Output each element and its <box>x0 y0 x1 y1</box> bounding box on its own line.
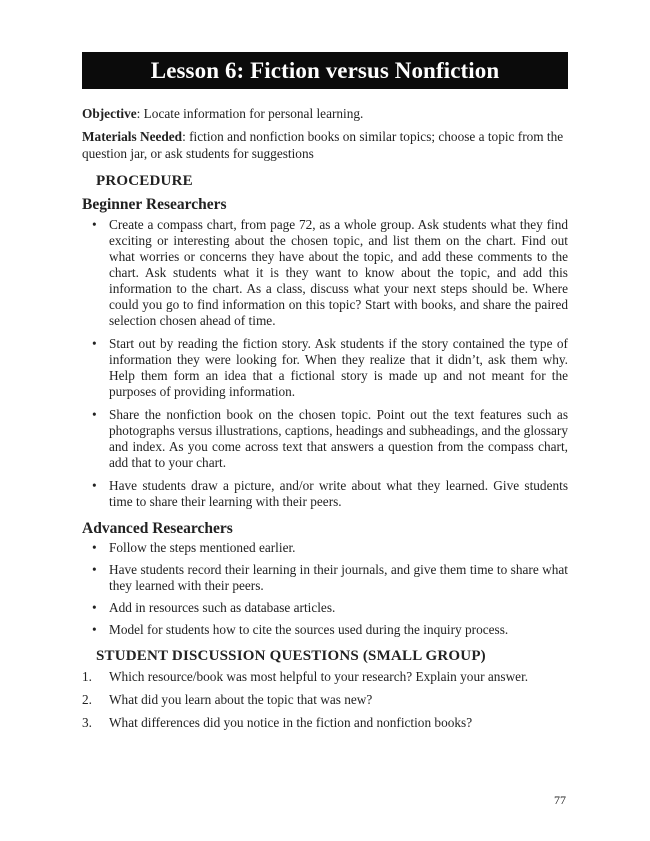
procedure-heading: PROCEDURE <box>96 173 193 189</box>
list-item-text: Start out by reading the fiction story. Ask students if the story contained the type of information they were looking for. When they realize that it didn’t, ask them why. Help them form an idea that a fictional story is made up and not meant for the purposes of providing information. <box>109 336 568 399</box>
list-item-text: Have students record their learning in their journals, and give them time to share what they learned with their peers. <box>109 562 568 593</box>
question-text: What differences did you notice in the fiction and nonfiction books? <box>109 715 473 730</box>
list-item <box>82 336 568 400</box>
list-item-text: Have students draw a picture, and/or write about what they learned. Give students time to share their learning with their peers. <box>109 478 568 509</box>
page-content <box>82 52 568 738</box>
list-item-text: Create a compass chart, from page 72, as a whole group. Ask students what they find exciting or interesting about the chosen topic, and list them on the chart. Find out what worries or concerns they have about the topic, and add these comments to the chart. Ask students what it is they want to know about the topic, and add this information to the chart. As a class, discuss what your next steps should be. Where could you go to find information on this topic? Start with books, and share the paired selection chosen ahead of time. <box>109 217 568 328</box>
page-number: 77 <box>554 793 566 807</box>
list-item <box>82 715 568 731</box>
bullet-icon: • <box>92 217 97 232</box>
lesson-title-bar <box>82 52 568 89</box>
objective-text: : Locate information for personal learning. <box>136 106 364 121</box>
bullet-icon: • <box>92 478 97 493</box>
materials-text: : fiction and nonfiction books on similar topics; choose a topic from the question jar, or ask students for suggestions <box>82 129 564 161</box>
advanced-heading: Advanced Researchers <box>82 520 233 537</box>
bullet-icon: • <box>92 600 97 615</box>
discussion-heading: STUDENT DISCUSSION QUESTIONS (SMALL GROUP) <box>96 648 486 664</box>
question-number: 1. <box>82 669 92 684</box>
list-item <box>82 692 568 708</box>
materials-label: Materials Needed <box>82 129 183 144</box>
bullet-icon: • <box>92 407 97 422</box>
list-item <box>82 478 568 510</box>
list-item-text: Model for students how to cite the sources used during the inquiry process. <box>109 622 509 637</box>
beginner-list <box>82 217 568 510</box>
beginner-heading: Beginner Researchers <box>82 196 227 213</box>
question-text: Which resource/book was most helpful to your research? Explain your answer. <box>109 669 529 684</box>
materials-paragraph <box>82 128 568 162</box>
list-item <box>82 669 568 685</box>
list-item-text: Share the nonfiction book on the chosen topic. Point out the text features such as photographs versus illustrations, captions, headings and subheadings, and the glossary and index. As you come across text that answers a question from the compass chart, add that to your chart. <box>109 407 568 470</box>
advanced-list <box>82 540 568 638</box>
list-item <box>82 600 568 616</box>
bullet-icon: • <box>92 540 97 555</box>
list-item-text: Follow the steps mentioned earlier. <box>109 540 296 555</box>
list-item <box>82 622 568 638</box>
list-item <box>82 562 568 594</box>
bullet-icon: • <box>92 562 97 577</box>
question-text: What did you learn about the topic that was new? <box>109 692 373 707</box>
discussion-list <box>82 669 568 731</box>
objective-paragraph <box>82 105 568 122</box>
question-number: 3. <box>82 715 92 730</box>
bullet-icon: • <box>92 622 97 637</box>
list-item-text: Add in resources such as database articles. <box>109 600 336 615</box>
bullet-icon: • <box>92 336 97 351</box>
list-item <box>82 540 568 556</box>
lesson-title: Lesson 6: Fiction versus Nonfiction <box>150 57 500 83</box>
list-item <box>82 217 568 329</box>
question-number: 2. <box>82 692 92 707</box>
list-item <box>82 407 568 471</box>
objective-label: Objective <box>82 106 137 121</box>
